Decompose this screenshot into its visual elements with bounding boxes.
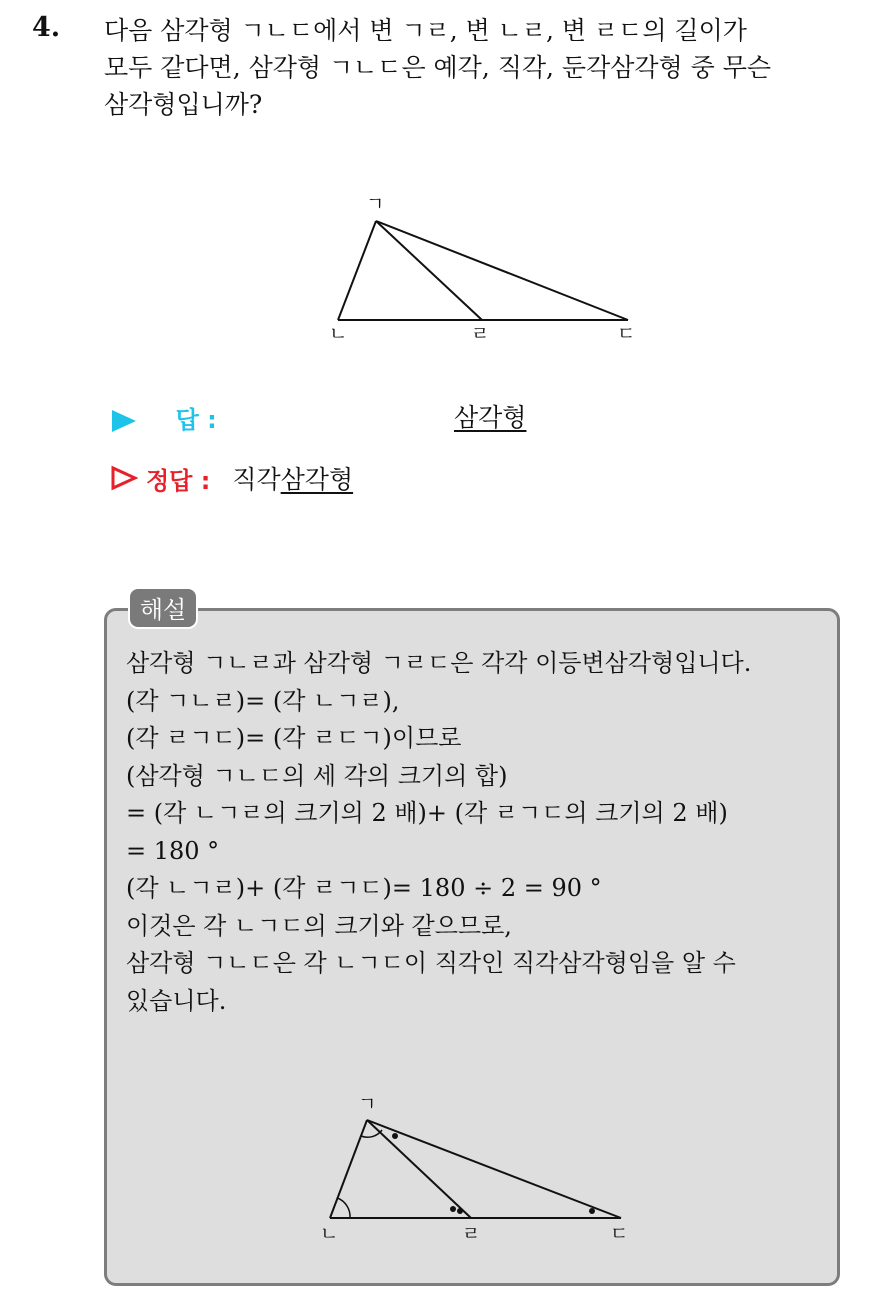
correct-answer-value [232, 460, 353, 496]
angle-dot-middle-1 [450, 1206, 456, 1212]
exp-median-segment [367, 1120, 471, 1218]
explanation-text [126, 645, 826, 1020]
explanation-line-4: (삼각형 ㄱㄴㄷ의 세 각의 크기의 합) [126, 761, 508, 790]
angle-mark-left [338, 1198, 351, 1218]
angle-dot-top [392, 1133, 398, 1139]
angle-dot-right [589, 1208, 595, 1214]
label-vertex-right: ㄷ [617, 323, 636, 345]
explanation-line-2: (각 ㄱㄴㄹ)= (각 ㄴㄱㄹ), [126, 686, 400, 715]
question-triangle-figure [320, 188, 650, 348]
exp-label-vertex-middle: ㄹ [462, 1223, 481, 1245]
correct-answer-prefix: 직각 [232, 465, 281, 494]
angle-dot-middle-2 [457, 1208, 463, 1214]
answer-value: 삼각형 [454, 403, 527, 432]
answer-label: 답 : [175, 406, 217, 434]
correct-answer-row [110, 460, 353, 496]
correct-answer-underlined: 삼각형 [280, 465, 354, 494]
explanation-tab: 해설 [128, 587, 198, 629]
label-vertex-left: ㄴ [329, 323, 348, 345]
question-line-1: 다음 삼각형 ㄱㄴㄷ에서 변 ㄱㄹ, 변 ㄴㄹ, 변 ㄹㄷ의 길이가 [104, 16, 747, 45]
question-text [104, 12, 864, 123]
median-segment [376, 221, 482, 320]
explanation-line-1: 삼각형 ㄱㄴㄹ과 삼각형 ㄱㄹㄷ은 각각 이등변삼각형입니다. [126, 649, 752, 677]
side-top-left [338, 221, 376, 320]
exp-label-vertex-left: ㄴ [320, 1223, 339, 1245]
exp-label-vertex-right: ㄷ [610, 1223, 629, 1245]
answer-row [110, 400, 217, 435]
explanation-line-10: 있습니다. [126, 986, 227, 1015]
question-line-2: 모두 같다면, 삼각형 ㄱㄴㄷ은 예각, 직각, 둔각삼각형 중 무슨 [104, 53, 772, 82]
exp-side-top-left [330, 1120, 367, 1218]
explanation-line-5: = (각 ㄴㄱㄹ의 크기의 2 배)+ (각 ㄹㄱㄷ의 크기의 2 배) [126, 799, 728, 827]
explanation-line-8: 이것은 각 ㄴㄱㄷ의 크기와 같으므로, [126, 911, 512, 940]
exp-side-top-right [367, 1120, 621, 1218]
exp-label-vertex-top: ㄱ [358, 1093, 377, 1115]
explanation-line-3: (각 ㄹㄱㄷ)= (각 ㄹㄷㄱ)이므로 [126, 724, 462, 752]
explanation-line-6: = 180 ° [126, 836, 220, 865]
explanation-line-7: (각 ㄴㄱㄹ)+ (각 ㄹㄱㄷ)= 180 ÷ 2 = 90 ° [126, 874, 602, 902]
outline-play-triangle-icon [110, 465, 138, 491]
question-number: 4. [32, 12, 61, 43]
play-triangle-icon [110, 408, 138, 434]
label-vertex-top: ㄱ [366, 193, 385, 215]
correct-answer-label: 정답 : [146, 466, 211, 495]
side-top-right [376, 221, 628, 320]
explanation-line-9: 삼각형 ㄱㄴㄷ은 각 ㄴㄱㄷ이 직각인 직각삼각형임을 알 수 [126, 949, 736, 977]
label-vertex-middle: ㄹ [471, 323, 490, 345]
explanation-triangle-figure [318, 1090, 638, 1250]
question-line-3: 삼각형입니까? [104, 90, 263, 119]
